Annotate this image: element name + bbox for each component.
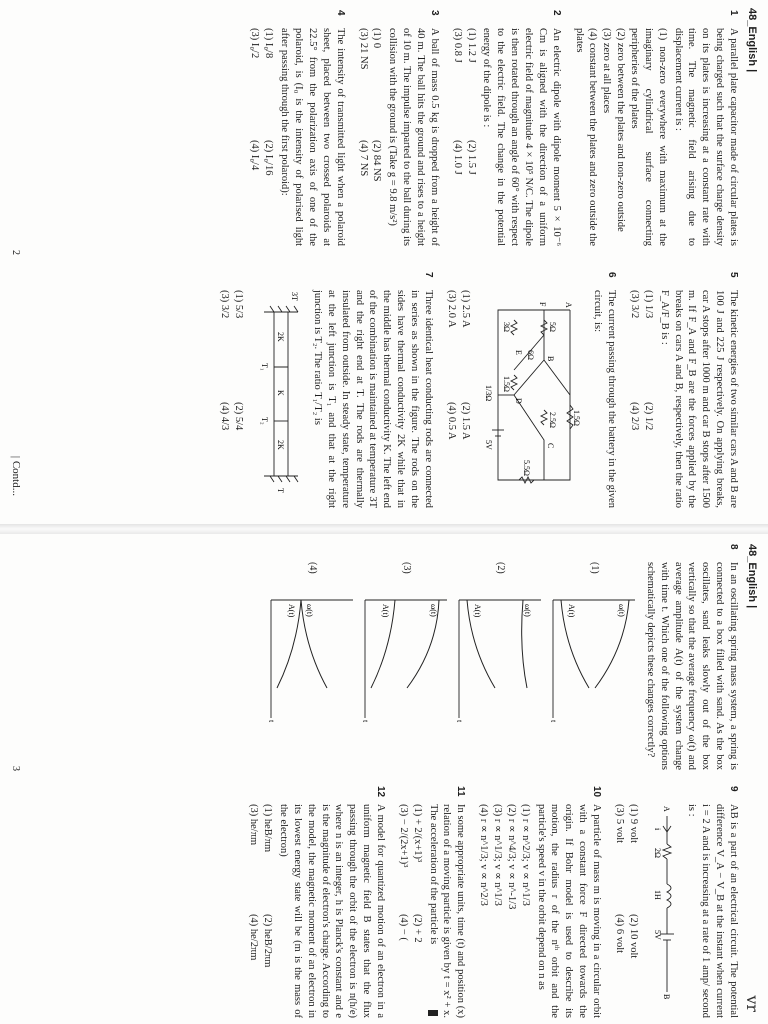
question-text: Three identical heat conducting rods are connected in series as shown in the figure. The rods on the sides have thermal conductivity 2K while that in the middle has thermal conductivity K. The left end of the combination is maintained at temperature 3T and the right end at T. The rods are thermally insulated from outside. In steady state, temperature at the left junction is T₁ and that at the right junction is T₂. The ratio T₁/T₂ is [311,290,434,508]
option-label: (1) [588,562,600,574]
option[interactable]: (2) 1.5 A [459,402,471,440]
page-number: 2 [10,250,21,255]
option[interactable]: (2) zero between the plates and non-zero outside [615,28,627,232]
amplitude-label: A(t) [566,603,576,617]
omega-amplitude-graph [267,578,357,728]
option[interactable]: (3) 21 NS [357,28,369,70]
circuit-diagram [484,290,584,490]
option[interactable]: (4) − ( [397,914,409,941]
option[interactable]: (2) I₀/16 [263,140,275,176]
option[interactable]: (4) 6 volt [613,914,625,954]
option[interactable]: (4) I₀/4 [249,140,261,171]
question-5: 5 The kinetic energies of two similar cars A and B are 100 J and 225 J respectively. On applying breaks, car A stops after 1000 m and car B stops after 1500 m. If F_A and F_B are the forces applied by the breaks on cars A and B, respectively, then the ratio F_A/F_B is : (1) 1/3 (2) 1/2 (3) 3/2 (4) 2/3 [628,272,739,508]
answer-graphs [267,562,639,770]
option[interactable]: (4) he/2πm [248,914,260,961]
conductivity-label: K [276,390,286,396]
question-text: A model for quantized motion of an electron in a uniform magnetic field B states that the flux passing through the orbit of the electron is n(h/e) where n is an integer, h is Planck's constant and e is the magnitude of electron's charge. According to the model, the magnetic moment of an electron in its lowest energy state will be (m is the mass of the electron) [277,804,386,1018]
temperature-label: 3T [290,292,300,301]
node-label: B [546,356,556,362]
node-label: F [538,302,548,307]
option[interactable]: (3) 3/2 [628,290,640,319]
resistor-label: 6Ω [526,350,536,360]
question-8: 8 In an oscillating spring mass system, a spring is connected to a box filled with sand. As the box oscillates, sand leaks slowly out of the box vertically so that the average frequency ω(t) and average amplitude A(t) of the system change with time t. Which one of the following options schematically depicts these changes correctly? (1) ω(t) A(t) t (2) ω(t) A(t) t (3) ω(t) A(t) t (4) ω(t) A(t) t [266,544,739,770]
question-6: 6 The current passing through the battery in the given circuit, is: F A B C D E 5Ω 1.5Ω 2.5Ω 6Ω 3Ω 1.5Ω 1/3Ω 5.5Ω 5V (1) 2.5 A (2) 1.5 A (3) 2.0 A (4) 0.5 A [445,272,618,508]
question-11: 11 In some appropriate units, time (t) and position (x) relation of a moving particle is given by t = x² + x. The acceleration of the particle is (1) + 2/(x+1)³ (2) + 2 (3) − 2/(2x+1)³ (4) − ( [397,786,467,1018]
circuit-ab-diagram [653,804,679,1004]
current-label: i [652,828,662,831]
option[interactable]: (3) 0.8 J [451,28,463,63]
question-4: 4 The intensity of transmitted light when a polaroid sheet, placed between two crossed polaroids at 22.5° from the polarization axis of one of the polaroid, is (I₀ is the intensity of polarised light after passing through the first polaroid): (1) I₀/8 (2) I₀/16 (3) I₀/2 (4) I₀/4 [249,10,346,246]
time-axis-label: t [360,719,370,722]
omega-label: ω(t) [616,603,626,617]
option-label: (3) [400,562,412,574]
option[interactable]: (2) 1.5 J [465,140,477,175]
scan-mark [428,1010,438,1016]
battery-label: 5V [484,440,494,450]
question-2: 2 An electric dipole with dipole moment 5 × 10⁻⁶ Cm is aligned with the direction of a uniform electric field of magnitude 4 × 10⁵ N/C. The dipole is then rotated through an angle of 60° with respect to the electric field. The change in the potential energy of the dipole is : (1) 1.2 J (2) 1.5 J (3) 0.8 J (4) 1.0 J [451,10,562,246]
junction-label: T₁ [260,363,270,371]
option[interactable]: (1) 1/3 [642,290,654,319]
question-column-2 [209,272,740,508]
question-text: The intensity of transmitted light when a polaroid sheet, placed between two crossed polaroids at 22.5° from the polarization axis of one of the polaroid, is (I₀ is the intensity of polarised light after passing through the first polaroid): [279,28,346,246]
option[interactable]: (2) r ∝ n^4/3; v ∝ n^-1/3 [505,804,517,910]
option[interactable]: (3) zero at all places [601,28,613,114]
resistor-label: 2Ω [652,848,662,858]
graph-axes [459,600,541,718]
page-number: 3 [10,766,21,771]
option[interactable]: (1) 9 volt [627,804,639,844]
question-12: 12 A model for quantized motion of an electron in a uniform magnetic field B states that the flux passing through the orbit of the electron is n(h/e) where n is an integer, h is Planck's constant and e is the magnitude of electron's charge. According to the model, the magnetic moment of an electron in its lowest energy state will be (m is the mass of the electron) (1) heB/πm (2) heB/2πm (3) he/πm (4) he/2πm [248,786,386,1018]
question-text: A particle of mass m is moving in a circular orbit with a constant force F directed towards the origin. If Bohr model is used to describe its motion, the radius r of the nᵗʰ orbit and the particle's speed v in the orbit depend on n as [535,804,602,1018]
option[interactable]: (1) 1.2 J [465,28,477,63]
option[interactable]: (1) I₀/8 [263,28,275,59]
resistor-symbol [663,844,671,859]
resistor-label: 1.5Ω [502,376,512,392]
option[interactable]: (3) 3/2 [219,290,231,319]
omega-amplitude-graph [549,578,639,728]
question-column-1 [239,10,740,246]
option[interactable]: (1) 2.5 A [459,290,471,328]
option[interactable]: (2) heB/2πm [262,914,274,968]
amplitude-label: A(t) [286,603,296,617]
book-gutter [0,524,768,534]
option[interactable]: (4) 2/3 [628,402,640,431]
time-axis-label: t [548,719,558,722]
node-label: B [661,994,671,1000]
conductivity-label: 2K [276,440,286,450]
page-header: 48_English | [746,544,758,609]
option[interactable]: (4) 4/3 [219,402,231,431]
question-column-4 [237,786,740,1018]
option[interactable]: (4) r ∝ n^1/3; v ∝ n^2/3 [478,804,490,906]
circuit-wire [514,310,544,480]
graph-option[interactable] [455,562,545,770]
option[interactable]: (3) r ∝ n^1/3; v ∝ n^1/3 [491,804,503,906]
option[interactable]: (3) 2.0 A [445,290,457,328]
resistor-symbol [511,320,517,335]
option-label: (2) [494,562,506,574]
rods-diagram [258,290,304,500]
graph-axes [365,600,447,718]
resistor-label: 5Ω [548,322,558,332]
resistor-label: 5.5Ω [522,460,532,476]
question-text: The kinetic energies of two similar cars A and B are 100 J and 225 J respectively. On applying breaks, car A stops after 1000 m and car B stops after 1500 m. If F_A and F_B are the forces applied by the breaks on cars A and B, respectively, then the ratio F_A/F_B is : [658,290,739,508]
resistor-symbol [511,375,517,390]
node-label: C [546,443,556,449]
resistor-label: 1.5Ω [572,410,582,426]
option[interactable]: (4) 7 NS [357,140,369,177]
inductor-label: 1H [652,890,662,900]
option[interactable]: (4) 0.5 A [445,402,457,440]
question-text: AB is a part of an electrical circuit. The potential difference V_A − V_B at the instant when current i = 2 A and is increasing at a rate of 1 amp/ second is : [686,804,739,1018]
question-text: In an oscillating spring mass system, a spring is connected to a box filled with sand. As the box oscillates, sand leaks slowly out of the box vertically so that the average frequency ω(t) and average amplitude A(t) of the system change with time t. Which one of the following options schematically depicts these changes correctly? [644,562,739,770]
graph-axes [271,600,353,718]
option[interactable]: (2) + 2 [411,914,423,943]
option[interactable]: (1) r ∝ n^2/3; v ∝ n^1/3 [519,804,531,906]
question-text: An electric dipole with dipole moment 5 × 10⁻⁶ Cm is aligned with the direction of a uniform electric field of magnitude 4 × 10⁵ N/C. The dipole is then rotated through an angle of 60° with respect to the electric field. The change in the potential energy of the dipole is : [481,28,562,246]
omega-amplitude-graph [361,578,451,728]
question-text: A ball of mass 0.5 kg is dropped from a height of 40 m. The ball hits the ground and rises to a height of 10 m. The impulse imparted to the ball during its collision with the ground is (Take g = 9.8 m/s²) [387,28,440,246]
option[interactable]: (3) I₀/2 [249,28,261,59]
graph-option[interactable] [267,562,357,770]
option[interactable]: (4) constant between the plates and zero outside the plates [573,28,599,246]
question-9: 9 AB is a part of an electrical circuit. The potential difference V_A − V_B at the instant when current i = 2 A and is increasing at a rate of 1 amp/ second is : A B i 2Ω 1H 5V (1) 9 volt (2) 10 volt (3) 5 volt (4) 6 volt [613,786,739,1018]
option[interactable]: (3) 5 volt [613,804,625,844]
option[interactable]: (2) 84 NS [371,140,383,182]
option-label: (4) [306,562,318,574]
omega-label: ω(t) [304,603,314,617]
amplitude-label: A(t) [380,603,390,617]
option[interactable]: (1) + 2/(x+1)³ [411,804,423,863]
option[interactable]: (1) non-zero everywhere with maximum at the imaginary cylindrical surface connecting peripheries of the plates [628,28,668,246]
resistor-label: 1/3Ω [484,385,494,402]
resistor-label: 3Ω [502,322,512,332]
question-column-3 [258,544,740,770]
omega-label: ω(t) [428,603,438,617]
question-10: 10 A particle of mass m is moving in a circular orbit with a constant force F directed towards the origin. If Bohr model is used to describe its motion, the radius r of the nᵗʰ orbit and the particle's speed v in the orbit depend on n as (1) r ∝ n^2/3; v ∝ n^1/3 (2) r ∝ n^4/3; v ∝ n^-1/3 (3) r ∝ n^1/3; v ∝ n^1/3 (4) r ∝ n^1/3; v ∝ n^2/3 [478,786,602,1018]
option[interactable]: (1) heB/πm [262,804,274,853]
inductor-symbol [667,884,671,908]
resistor-label: 2.5Ω [548,412,558,428]
option[interactable]: (2) 10 volt [627,914,639,959]
exam-page-right [0,536,768,1024]
time-axis-label: t [454,719,464,722]
junction-label: T₂ [260,417,270,425]
question-3: 3 A ball of mass 0.5 kg is dropped from a height of 40 m. The ball hits the ground and rises to a height of 10 m. The impulse imparted to the ball during its collision with the ground is (Take g = 9.8 m/s²) (1) 0 (2) 84 NS (3) 21 NS (4) 7 NS [357,10,440,246]
question-7: 7 Three identical heat conducting rods are connected in series as shown in the figure. The rods on the sides have thermal conductivity 2K while that in the middle has thermal conductivity K. The left end of the combination is maintained at temperature 3T and the right end at T. The rods are thermally insulated from outside. In steady state, temperature at the left junction is T₁ and that at the right junction is T₂. The ratio T₁/T₂ is 3T T 2K K 2K T₁ T₂ (1) 5/3 (2) 5/4 (3) 3/2 (4) 4/3 [219,272,434,508]
graph-option[interactable] [549,562,639,770]
option[interactable]: (2) 1/2 [642,402,654,431]
node-label: A [564,302,574,308]
option[interactable]: (2) 5/4 [233,402,245,431]
time-axis-label: t [266,719,276,722]
graph-axes [553,600,635,718]
omega-amplitude-graph [455,578,545,728]
option[interactable]: (1) 0 [371,28,383,49]
circuit-wire [544,360,570,395]
resistor-symbol [541,410,547,425]
option[interactable]: (3) − 2/(2x+1)³ [397,804,409,868]
question-1: 1 A parallel plate capacitor made of circular plates is being charged such that the surface charge density on its plates is increasing at a constant rate with time. The magnetic field arising due to displacement current is : (1) non-zero everywhere with maximum at the imaginary cylindrical surface connecting peripheries of the plates (2) zero between the plates and non-zero outside (3) zero at all places (4) constant between the plates and zero outside the plates [573,10,739,246]
node-label: D [514,398,524,404]
temperature-label: T [276,488,286,493]
page-header: 48_English | [746,8,758,73]
continued-note: | Contd... [10,455,22,496]
amplitude-label: A(t) [472,603,482,617]
question-text: A parallel plate capacitor made of circular plates is being charged such that the surface charge density on its plates is increasing at a constant rate with time. The magnetic field arising due to displacement current is : [672,28,739,246]
handwritten-mark: vr [743,995,762,1012]
omega-label: ω(t) [522,603,532,617]
node-label: A [661,806,671,812]
graph-option[interactable] [361,562,451,770]
option[interactable]: (1) 5/3 [233,290,245,319]
battery-label: 5V [652,930,662,940]
option[interactable]: (3) he/πm [248,804,260,846]
question-text: In some appropriate units, time (t) and position (x) relation of a moving particle is given by t = x² + x. The acceleration of the particle is [427,804,467,1018]
option[interactable]: (4) 1.0 J [451,140,463,175]
node-label: E [514,350,524,355]
conductivity-label: 2K [276,332,286,342]
question-text: The current passing through the battery in the given circuit, is: [592,290,618,508]
